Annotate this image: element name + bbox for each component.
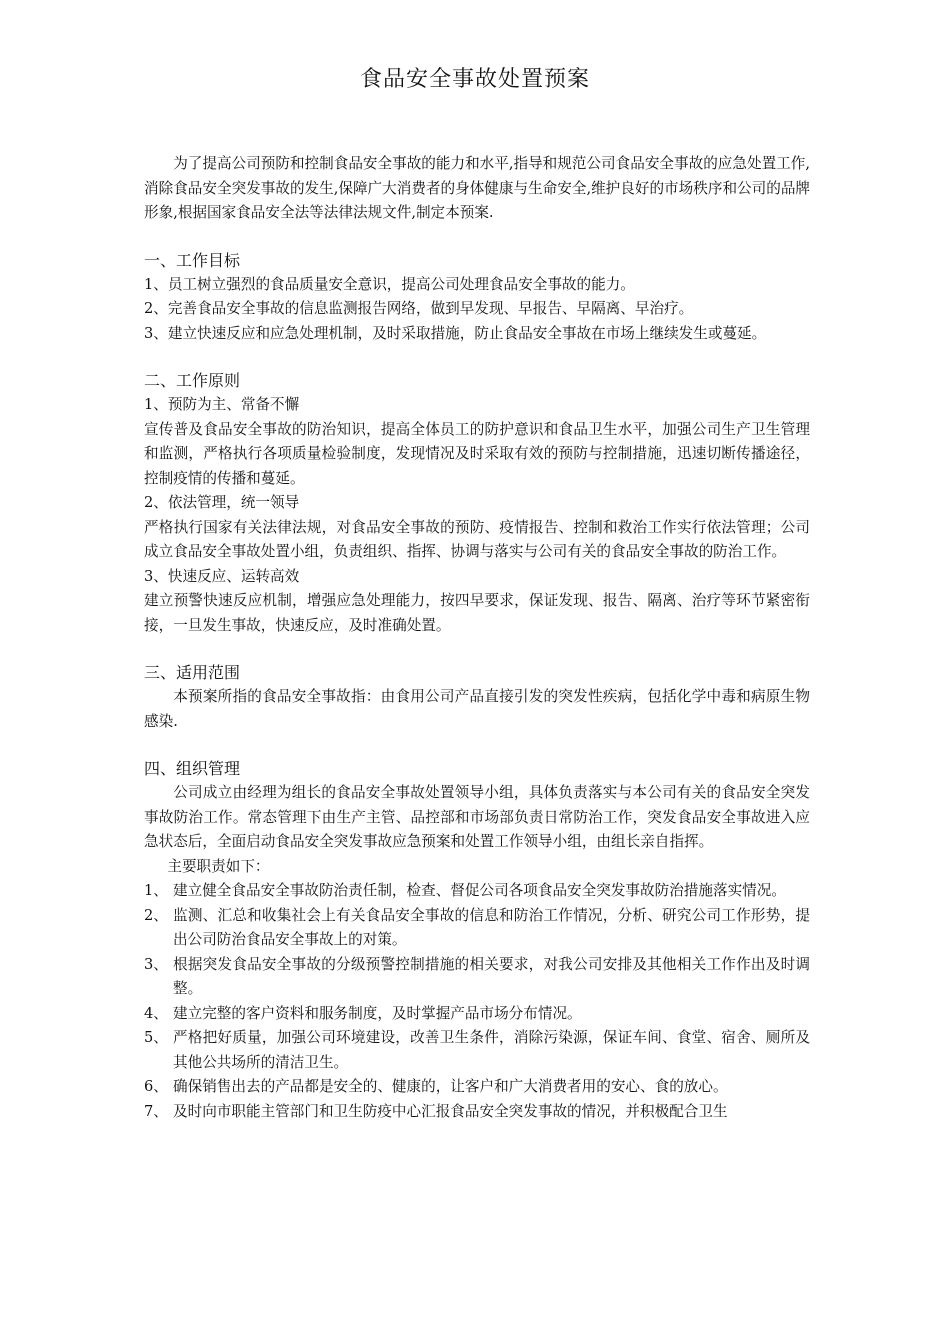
principle-text: 严格执行国家有关法律法规，对食品安全事故的预防、疫情报告、控制和救治工作实行依法管理；公司成立食品安全事故处置小组，负责组织、指挥、协调与落实与公司有关的食品安全事故的防治工作。: [144, 518, 810, 560]
duties-intro: 主要职责如下：: [167, 857, 270, 875]
duty-text: 及时向市职能主管部门和卫生防疫中心汇报食品安全突发事故的情况，并积极配合卫生: [173, 1102, 728, 1120]
duty-item: [144, 1002, 810, 1027]
duty-text: 确保销售出去的产品都是安全的、健康的，让客户和广大消费者用的安心、食的放心。: [173, 1078, 728, 1095]
scope-text: 本预案所指的食品安全事故指：由食用公司产品直接引发的突发性疾病，包括化学中毒和病原生物感染.: [144, 688, 810, 730]
duty-text: 严格把好质量，加强公司环境建设，改善卫生条件，消除污染源，保证车间、食堂、宿舍、厕所及其他公共场所的清洁卫生。: [173, 1029, 810, 1071]
duty-number: 4、: [144, 1004, 168, 1022]
section-heading-scope: 三、适用范围: [144, 663, 241, 682]
principle-text: 宣传普及食品安全事故的防治知识，提高全体员工的防护意识和食品卫生水平，加强公司生产卫生管理和监测，严格执行各项质量检验制度，发现情况及时采取有效的预防与控制措施，迅速切断传播途径，控制疫情的传播和蔓延。: [144, 420, 810, 487]
duty-item: [144, 879, 810, 904]
duty-item: [144, 1026, 810, 1075]
duty-item: [144, 904, 810, 953]
duty-number: 6、: [144, 1078, 168, 1095]
duty-text: 监测、汇总和收集社会上有关食品安全事故的信息和防治工作情况，分析、研究公司工作形势，提出公司防治食品安全事故上的对策。: [173, 906, 810, 948]
duty-number: 3、: [144, 955, 168, 973]
document-body: [144, 152, 810, 1124]
goal-item: 1、员工树立强烈的食品质量安全意识，提高公司处理食品安全事故的能力。: [144, 275, 635, 293]
principle-title: 3、快速反应、运转高效: [144, 567, 300, 585]
duty-number: 7、: [144, 1102, 168, 1120]
duty-text: 根据突发食品安全事故的分级预警控制措施的相关要求，对我公司安排及其他相关工作作出及时调整。: [173, 955, 810, 997]
duty-number: 1、: [144, 882, 168, 899]
goal-item: 3、建立快速反应和应急处理机制，及时采取措施，防止食品安全事故在市场上继续发生或蔓延。: [144, 324, 767, 342]
principle-title: 1、预防为主、常备不懈: [144, 396, 300, 413]
document-title: 食品安全事故处置预案: [359, 67, 590, 92]
section-heading-organization: 四、组织管理: [144, 759, 241, 778]
goal-item: 2、完善食品安全事故的信息监测报告网络，做到早发现、早报告、早隔离、早治疗。: [144, 300, 694, 317]
duty-item: [144, 1075, 810, 1100]
organization-text: 公司成立由经理为组长的食品安全事故处置领导小组，具体负责落实与本公司有关的食品安全突发事故防治工作。常态管理下由生产主管、品控部和市场部负责日常防治工作，突发食品安全事故进入应急状态后，全面启动食品安全突发事故应急预案和处置工作领导小组，由组长亲自指挥。: [144, 784, 810, 850]
duty-number: 2、: [144, 906, 168, 924]
duty-item: [144, 1100, 810, 1125]
duty-text: 建立健全食品安全事故防治责任制，检查、督促公司各项食品安全突发事故防治措施落实情况。: [173, 882, 786, 899]
duty-number: 5、: [144, 1029, 168, 1046]
section-heading-principles: 二、工作原则: [144, 371, 241, 390]
intro-paragraph: 为了提高公司预防和控制食品安全事故的能力和水平,指导和规范公司食品安全事故的应急处置工作,消除食品安全突发事故的发生,保障广大消费者的身体健康与生命安全,维护良好的市场秩序和公司的品牌形象,根据国家食品安全法等法律法规文件,制定本预案.: [144, 155, 811, 221]
duty-item: [144, 953, 810, 1002]
principle-title: 2、依法管理，统一领导: [144, 494, 300, 511]
section-heading-goals: 一、工作目标: [144, 250, 241, 270]
principle-text: 建立预警快速反应机制，增强应急处理能力，按四早要求，保证发现、报告、隔离、治疗等环节紧密衔接，一旦发生事故，快速反应，及时准确处置。: [144, 592, 810, 634]
duty-text: 建立完整的客户资料和服务制度，及时掌握产品市场分布情况。: [173, 1004, 582, 1022]
